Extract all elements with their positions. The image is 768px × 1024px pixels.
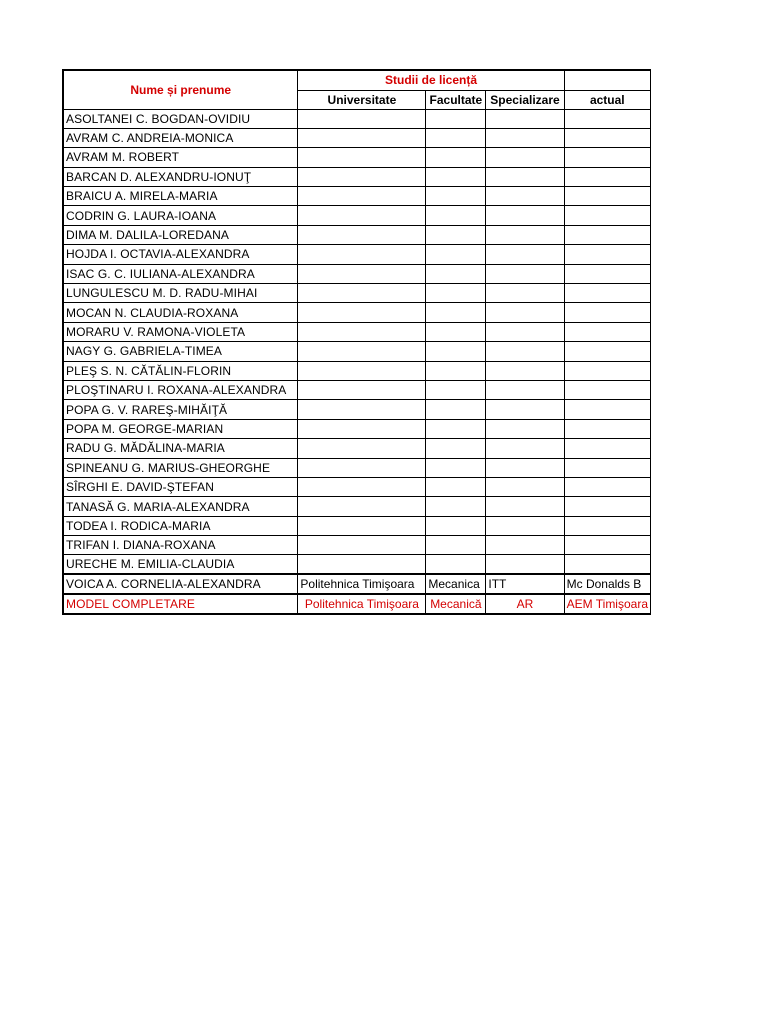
student-name[interactable]: PLEŞ S. N. CĂTĂLIN-FLORIN	[63, 361, 298, 380]
cell-facultate[interactable]	[426, 400, 486, 419]
table-row	[63, 439, 651, 458]
table-row	[63, 516, 651, 535]
table-row	[63, 361, 651, 380]
cell-universitate[interactable]	[298, 536, 426, 555]
table-row	[63, 477, 651, 496]
model-actual: AEM Timişoara	[564, 594, 650, 614]
cell-facultate[interactable]	[426, 148, 486, 167]
cell-universitate[interactable]	[298, 380, 426, 399]
student-name[interactable]: ASOLTANEI C. BOGDAN-OVIDIU	[63, 109, 298, 128]
cell-universitate[interactable]	[298, 148, 426, 167]
table-row	[63, 109, 651, 128]
name-column-header: Nume și prenume	[63, 70, 298, 109]
cell-facultate[interactable]	[426, 361, 486, 380]
student-name[interactable]: ISAC G. C. IULIANA-ALEXANDRA	[63, 264, 298, 283]
cell-facultate[interactable]	[426, 439, 486, 458]
cell-facultate[interactable]	[426, 225, 486, 244]
col-header-actual: actual	[564, 90, 650, 109]
cell-specializare[interactable]	[486, 342, 564, 361]
students-table	[62, 69, 651, 615]
table-row	[63, 264, 651, 283]
model-facultate: Mecanică	[426, 594, 486, 614]
cell-specializare[interactable]	[486, 555, 564, 574]
cell-universitate[interactable]	[298, 284, 426, 303]
cell-specializare[interactable]	[486, 148, 564, 167]
cell-actual[interactable]	[564, 264, 650, 283]
cell-facultate[interactable]	[426, 516, 486, 535]
student-name[interactable]: DIMA M. DALILA-LOREDANA	[63, 225, 298, 244]
cell-universitate[interactable]	[298, 458, 426, 477]
cell-specializare[interactable]	[486, 167, 564, 186]
cell-facultate[interactable]	[426, 109, 486, 128]
cell-universitate[interactable]	[298, 477, 426, 496]
cell-actual[interactable]	[564, 206, 650, 225]
table-row	[63, 555, 651, 574]
table-row	[63, 400, 651, 419]
student-name[interactable]: TODEA I. RODICA-MARIA	[63, 516, 298, 535]
cell-universitate[interactable]	[298, 187, 426, 206]
cell-specializare[interactable]	[486, 284, 564, 303]
cell-universitate[interactable]	[298, 361, 426, 380]
cell-universitate[interactable]	[298, 400, 426, 419]
cell-facultate[interactable]	[426, 458, 486, 477]
table-row	[63, 458, 651, 477]
cell-universitate[interactable]	[298, 555, 426, 574]
cell-specializare[interactable]	[486, 400, 564, 419]
cell-actual[interactable]	[564, 419, 650, 438]
cell-actual[interactable]	[564, 361, 650, 380]
cell-specializare[interactable]	[486, 264, 564, 283]
table-row	[63, 245, 651, 264]
cell-universitate[interactable]	[298, 128, 426, 147]
cell-facultate[interactable]	[426, 419, 486, 438]
model-label: MODEL COMPLETARE	[63, 594, 298, 614]
student-name[interactable]: MOCAN N. CLAUDIA-ROXANA	[63, 303, 298, 322]
cell-specializare[interactable]	[486, 439, 564, 458]
cell-specializare[interactable]	[486, 187, 564, 206]
student-name[interactable]: SPINEANU G. MARIUS-GHEORGHE	[63, 458, 298, 477]
cell-specializare[interactable]	[486, 477, 564, 496]
table-body	[63, 109, 651, 574]
student-name[interactable]: LUNGULESCU M. D. RADU-MIHAI	[63, 284, 298, 303]
cell-actual[interactable]	[564, 458, 650, 477]
cell-actual[interactable]	[564, 516, 650, 535]
student-name[interactable]: VOICA A. CORNELIA-ALEXANDRA	[63, 574, 298, 594]
cell-facultate[interactable]	[426, 322, 486, 341]
cell-actual[interactable]	[564, 497, 650, 516]
student-name[interactable]: CODRIN G. LAURA-IOANA	[63, 206, 298, 225]
cell-specializare[interactable]	[486, 128, 564, 147]
cell-facultate[interactable]	[426, 128, 486, 147]
table-row	[63, 322, 651, 341]
cell-specializare[interactable]	[486, 245, 564, 264]
student-name[interactable]: TANASĂ G. MARIA-ALEXANDRA	[63, 497, 298, 516]
table-row	[63, 380, 651, 399]
cell-universitate[interactable]	[298, 264, 426, 283]
model-row	[63, 594, 651, 614]
cell-facultate[interactable]	[426, 187, 486, 206]
student-name[interactable]: HOJDA I. OCTAVIA-ALEXANDRA	[63, 245, 298, 264]
table-row	[63, 303, 651, 322]
student-name[interactable]: SÎRGHI E. DAVID-ŞTEFAN	[63, 477, 298, 496]
table-row	[63, 128, 651, 147]
student-name[interactable]: BARCAN D. ALEXANDRU-IONUŢ	[63, 167, 298, 186]
student-name[interactable]: URECHE M. EMILIA-CLAUDIA	[63, 555, 298, 574]
empty-header-cell	[564, 70, 650, 90]
cell-specializare[interactable]	[486, 303, 564, 322]
cell-facultate[interactable]: Mecanica	[426, 574, 486, 594]
cell-facultate[interactable]	[426, 284, 486, 303]
cell-actual[interactable]: Mc Donalds B	[564, 574, 650, 594]
cell-specializare[interactable]	[486, 361, 564, 380]
cell-universitate[interactable]	[298, 516, 426, 535]
table-row	[63, 148, 651, 167]
cell-specializare[interactable]	[486, 206, 564, 225]
model-universitate: Politehnica Timişoara	[298, 594, 426, 614]
cell-universitate[interactable]	[298, 225, 426, 244]
cell-facultate[interactable]	[426, 536, 486, 555]
cell-universitate[interactable]	[298, 497, 426, 516]
col-header-facultate: Facultate	[426, 90, 486, 109]
table-row	[63, 187, 651, 206]
cell-specializare[interactable]	[486, 536, 564, 555]
cell-facultate[interactable]	[426, 477, 486, 496]
table-row	[63, 167, 651, 186]
student-name[interactable]: POPA M. GEORGE-MARIAN	[63, 419, 298, 438]
cell-facultate[interactable]	[426, 264, 486, 283]
cell-facultate[interactable]	[426, 497, 486, 516]
cell-specializare[interactable]	[486, 419, 564, 438]
student-name[interactable]: POPA G. V. RAREŞ-MIHĂIŢĂ	[63, 400, 298, 419]
cell-specializare[interactable]	[486, 497, 564, 516]
col-header-universitate: Universitate	[298, 90, 426, 109]
table-row	[63, 497, 651, 516]
filled-row	[63, 574, 651, 594]
cell-actual[interactable]	[564, 322, 650, 341]
cell-universitate[interactable]	[298, 109, 426, 128]
cell-actual[interactable]	[564, 109, 650, 128]
cell-facultate[interactable]	[426, 555, 486, 574]
student-name[interactable]: NAGY G. GABRIELA-TIMEA	[63, 342, 298, 361]
cell-actual[interactable]	[564, 380, 650, 399]
table-row	[63, 536, 651, 555]
student-name[interactable]: TRIFAN I. DIANA-ROXANA	[63, 536, 298, 555]
cell-actual[interactable]	[564, 400, 650, 419]
table-row	[63, 284, 651, 303]
spreadsheet	[62, 69, 651, 616]
cell-specializare[interactable]	[486, 322, 564, 341]
student-name[interactable]: AVRAM M. ROBERT	[63, 148, 298, 167]
cell-actual[interactable]	[564, 555, 650, 574]
cell-actual[interactable]	[564, 303, 650, 322]
cell-actual[interactable]	[564, 167, 650, 186]
cell-facultate[interactable]	[426, 303, 486, 322]
cell-actual[interactable]	[564, 477, 650, 496]
student-name[interactable]: BRAICU A. MIRELA-MARIA	[63, 187, 298, 206]
cell-actual[interactable]	[564, 148, 650, 167]
table-row	[63, 342, 651, 361]
studii-group-header: Studii de licență	[298, 70, 564, 90]
cell-actual[interactable]	[564, 245, 650, 264]
table-row	[63, 225, 651, 244]
cell-universitate[interactable]	[298, 439, 426, 458]
cell-actual[interactable]	[564, 225, 650, 244]
cell-universitate[interactable]	[298, 322, 426, 341]
cell-actual[interactable]	[564, 342, 650, 361]
student-name[interactable]: PLOŞTINARU I. ROXANA-ALEXANDRA	[63, 380, 298, 399]
cell-actual[interactable]	[564, 536, 650, 555]
cell-actual[interactable]	[564, 187, 650, 206]
student-name[interactable]: RADU G. MĂDĂLINA-MARIA	[63, 439, 298, 458]
cell-facultate[interactable]	[426, 342, 486, 361]
cell-universitate[interactable]	[298, 303, 426, 322]
cell-universitate[interactable]: Politehnica Timişoara	[298, 574, 426, 594]
cell-specializare[interactable]	[486, 225, 564, 244]
cell-facultate[interactable]	[426, 245, 486, 264]
model-specializare: AR	[486, 594, 564, 614]
cell-specializare[interactable]	[486, 516, 564, 535]
cell-specializare[interactable]	[486, 109, 564, 128]
cell-universitate[interactable]	[298, 419, 426, 438]
cell-facultate[interactable]	[426, 380, 486, 399]
cell-specializare[interactable]	[486, 380, 564, 399]
cell-universitate[interactable]	[298, 206, 426, 225]
table-row	[63, 206, 651, 225]
student-name[interactable]: AVRAM C. ANDREIA-MONICA	[63, 128, 298, 147]
student-name[interactable]: MORARU V. RAMONA-VIOLETA	[63, 322, 298, 341]
cell-specializare[interactable]: ITT	[486, 574, 564, 594]
cell-actual[interactable]	[564, 284, 650, 303]
cell-universitate[interactable]	[298, 167, 426, 186]
cell-facultate[interactable]	[426, 167, 486, 186]
cell-facultate[interactable]	[426, 206, 486, 225]
col-header-specializare: Specializare	[486, 90, 564, 109]
table-row	[63, 419, 651, 438]
cell-universitate[interactable]	[298, 245, 426, 264]
cell-actual[interactable]	[564, 128, 650, 147]
cell-actual[interactable]	[564, 439, 650, 458]
cell-universitate[interactable]	[298, 342, 426, 361]
cell-specializare[interactable]	[486, 458, 564, 477]
